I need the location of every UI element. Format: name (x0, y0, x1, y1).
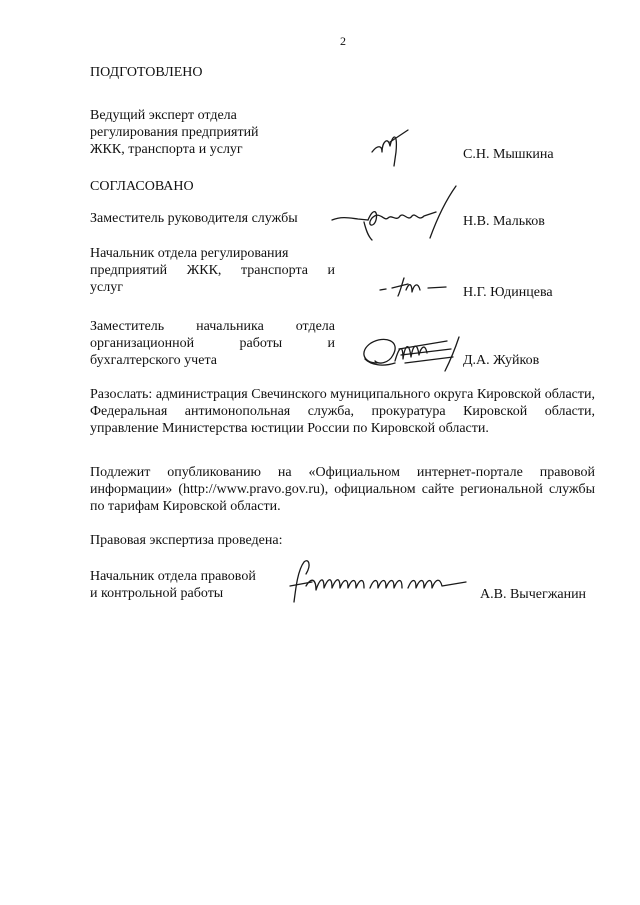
signature-vychegzhanin (282, 556, 470, 606)
page-number: 2 (340, 34, 346, 48)
signer-3-position-line-3: бухгалтерского учета (90, 353, 217, 368)
distribution-paragraph: Разослать: администрация Свечинского муниципального округа Кировской области, Федеральная антимонопольная служба, прокуратура Кировской области, управление Министерства юстиции России по Кировской области. (90, 387, 595, 436)
signer-3-name: Д.А. Жуйков (463, 353, 540, 368)
signer-3-position-line-2: организационной работы и (90, 336, 335, 351)
signature-yudintseva (378, 270, 450, 302)
signature-zhuykov (355, 333, 467, 375)
prepared-signer-name: С.Н. Мышкина (463, 147, 554, 162)
legal-review-signer-name: А.В. Вычегжанин (480, 587, 587, 602)
prepared-position-line-1: Ведущий эксперт отдела (90, 108, 237, 123)
signer-2-position-line-3: услуг (90, 280, 123, 295)
signer-3-position-line-1: Заместитель начальника отдела (90, 319, 335, 334)
signer-1-name: Н.В. Мальков (463, 214, 545, 229)
signer-2-position-line-2: предприятий ЖКК, транспорта и (90, 263, 335, 278)
legal-review-statement: Правовая экспертиза проведена: (90, 533, 283, 548)
legal-review-position-line-2: и контрольной работы (90, 586, 224, 601)
signer-2-name: Н.Г. Юдинцева (463, 285, 553, 300)
signature-myshkina (368, 122, 416, 170)
prepared-heading: ПОДГОТОВЛЕНО (90, 65, 203, 80)
legal-review-position-line-1: Начальник отдела правовой (90, 569, 256, 584)
signature-malkov (328, 182, 458, 244)
agreed-heading: СОГЛАСОВАНО (90, 179, 194, 194)
publication-paragraph: Подлежит опубликованию на «Официальном интернет-портале правовой информации» (http://www.pravo.gov.ru), официальном сайте региональной службы по тарифам Кировской области. (90, 465, 595, 514)
prepared-position-line-3: ЖКК, транспорта и услуг (90, 142, 243, 157)
signer-1-position: Заместитель руководителя службы (90, 211, 298, 226)
prepared-position-line-2: регулирования предприятий (90, 125, 259, 140)
signer-2-position-line-1: Начальник отдела регулирования (90, 246, 289, 261)
